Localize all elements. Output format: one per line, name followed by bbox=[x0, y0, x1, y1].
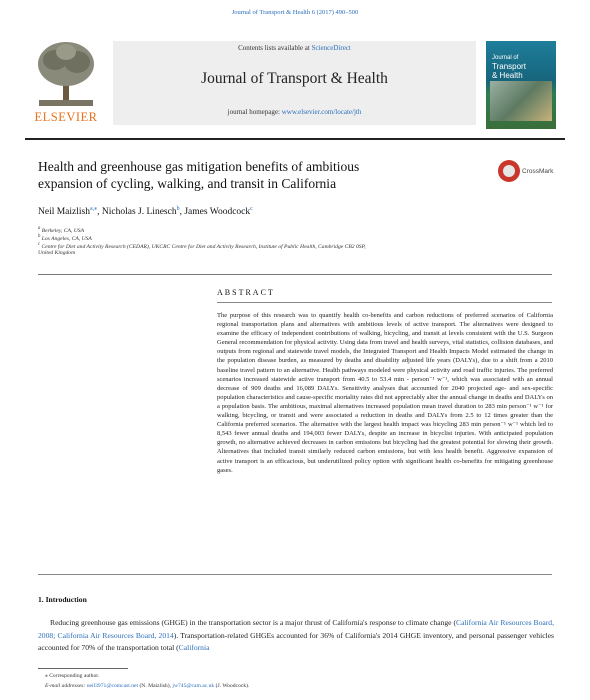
corresponding-author-note: ⁎ Corresponding author. bbox=[45, 673, 100, 679]
introduction-paragraph bbox=[38, 617, 554, 655]
journal-title: Journal of Transport & Health bbox=[201, 70, 388, 87]
affiliation-text: Centre for Diet and Activity Research (CEDAR), UKCRC Centre for Diet and Activity Research, Institute of Public Health, Cambridge CB2 0SP, bbox=[41, 243, 366, 250]
author-list: Neil Maizlish$^{a,⁎}$, Nicholas J. Linesch$^b$, James Woodcock$^c$ bbox=[38, 206, 253, 218]
introduction-heading: 1. Introduction bbox=[38, 595, 87, 604]
affiliation-text: United Kingdom bbox=[38, 250, 76, 256]
citation-link[interactable]: California bbox=[178, 643, 210, 652]
section-divider bbox=[38, 574, 552, 575]
author-affiliation-mark[interactable]: c bbox=[250, 206, 253, 212]
elsevier-tree-icon bbox=[35, 40, 97, 108]
email-link[interactable]: neil3971@comcast.net bbox=[86, 683, 139, 689]
contents-line bbox=[113, 44, 476, 52]
email-owner: (N. Maizlish), bbox=[138, 683, 173, 689]
affiliation-item bbox=[38, 241, 366, 251]
abstract-divider bbox=[217, 302, 552, 303]
journal-cover-image bbox=[486, 41, 556, 129]
section-divider bbox=[38, 274, 552, 275]
homepage-link[interactable]: www.elsevier.com/locate/jth bbox=[281, 108, 362, 116]
affiliation-mark: c bbox=[38, 242, 41, 247]
cover-line-3: & Health bbox=[492, 71, 523, 80]
affiliation-mark: a bbox=[38, 226, 41, 231]
article-title bbox=[38, 158, 458, 192]
affiliation-mark: b bbox=[38, 234, 41, 239]
author-name[interactable]: James Woodcock bbox=[184, 207, 251, 218]
author-name[interactable]: Neil Maizlish bbox=[38, 207, 90, 218]
abstract-body: The purpose of this research was to quantify health co-benefits and carbon reductions of preferred scenarios of California regional transportation plans and alternatives with ambitious levels of active transport. The alternatives were designed to examine the efficacy of independent contributions of walking, bicycling, and transit at levels consistent with the U.S. Surgeon General recommendation for physical activity. Using data from travel and health surveys, vital statistics, collision databases, and outputs from regional and statewide travel models, the Integrated Transport and Health Impacts Model estimated the change in the population disease burden, as measured by deaths and disability adjusted life years (DALYs), due to a shift from a 2010 baseline travel pattern to an alternative. Health pathways modeled were physical activity and road traffic injuries. The preferred scenarios increased statewide active transport from 40.5 to 53.4 min - person⁻¹ w⁻¹, which was associated with an annual decrease of 909 deaths and 16,089 DALYs. Sensitivity analyses that accounted for 2040 projected age- and sex-specific population characteristics and cause-specific mortality rates did not appreciably alter the annual change in deaths and DALYs on a population basis. The ambitious, maximal alternatives increased population mean travel duration to 283 min person⁻¹ w⁻¹ for walking, bicycling, or transit and were associated a reduction in deaths and DALYs from 2.5 to 12 times greater than the California preferred scenarios. The alternative with the largest health impact was bicycling 283 min person⁻¹ w⁻¹ which led to 8,543 fewer annual deaths and 194,003 fewer DALYs, despite an increase in bicyclist injuries. With anticipated population growth, no alternative achieved decreases in carbon emissions but bicycling had the greatest potential for slowing their growth. Alternatives that included transit similarly reduced carbon emissions, but with less health benefit. Aggressive expansion of active transport is an efficacious, but underutilized policy option with significant health co-benefits for mitigating greenhouse gases. bbox=[217, 312, 553, 474]
affiliation-text: Los Angeles, CA, USA bbox=[41, 235, 92, 242]
journal-homepage bbox=[113, 108, 476, 116]
sciencedirect-link[interactable]: ScienceDirect bbox=[311, 44, 351, 52]
email-label: E-mail addresses: bbox=[45, 683, 87, 689]
intro-text-b: ). Transportation-related GHGEs accounted for 36% of California's 2014 GHGE inventory, and personal passenger vehicles accounted for 70% of the transportation total ( bbox=[38, 630, 555, 652]
cover-photo bbox=[490, 81, 552, 121]
title-line-2: expansion of cycling, walking, and transit in California bbox=[38, 176, 337, 191]
affiliation-text: Berkeley, CA, USA bbox=[41, 227, 84, 234]
author-affiliation-mark[interactable]: a,⁎ bbox=[89, 206, 98, 212]
contents-prefix: Contents lists available at bbox=[238, 44, 312, 52]
footnote-divider bbox=[38, 668, 128, 669]
intro-text-a: Reducing greenhouse gas emissions (GHGE) in the transportation sector is a major thrust of California's response to climate change ( bbox=[50, 618, 457, 627]
crossmark-icon bbox=[498, 160, 520, 182]
email-link[interactable]: jw745@cam.ac.uk bbox=[172, 683, 215, 689]
author-affiliation-mark[interactable]: b bbox=[176, 206, 180, 212]
cover-line-1: Journal of bbox=[492, 55, 519, 61]
homepage-prefix: journal homepage: bbox=[227, 108, 282, 116]
crossmark-label: CrossMark bbox=[522, 168, 554, 175]
cover-line-2: Transport bbox=[492, 62, 526, 71]
email-footnote bbox=[45, 683, 249, 689]
publisher-name: ELSEVIER bbox=[34, 110, 98, 124]
crossmark-button[interactable] bbox=[498, 160, 568, 192]
cover-title bbox=[492, 55, 526, 80]
citation-link[interactable]: California Air Resources Board, 2008; California Air Resources Board, 2014 bbox=[38, 618, 554, 640]
journal-header-panel bbox=[113, 41, 476, 125]
journal-citation[interactable]: Journal of Transport & Health 6 (2017) 490–500 bbox=[231, 9, 359, 16]
affiliation-item bbox=[38, 249, 75, 257]
author-name[interactable]: Nicholas J. Linesch bbox=[101, 207, 177, 218]
abstract-heading: ABSTRACT bbox=[217, 288, 275, 297]
elsevier-logo bbox=[27, 38, 105, 130]
title-line-1: Health and greenhouse gas mitigation benefits of ambitious bbox=[38, 159, 360, 174]
header-divider bbox=[25, 138, 565, 140]
email-owner: (J. Woodcock). bbox=[214, 683, 250, 689]
